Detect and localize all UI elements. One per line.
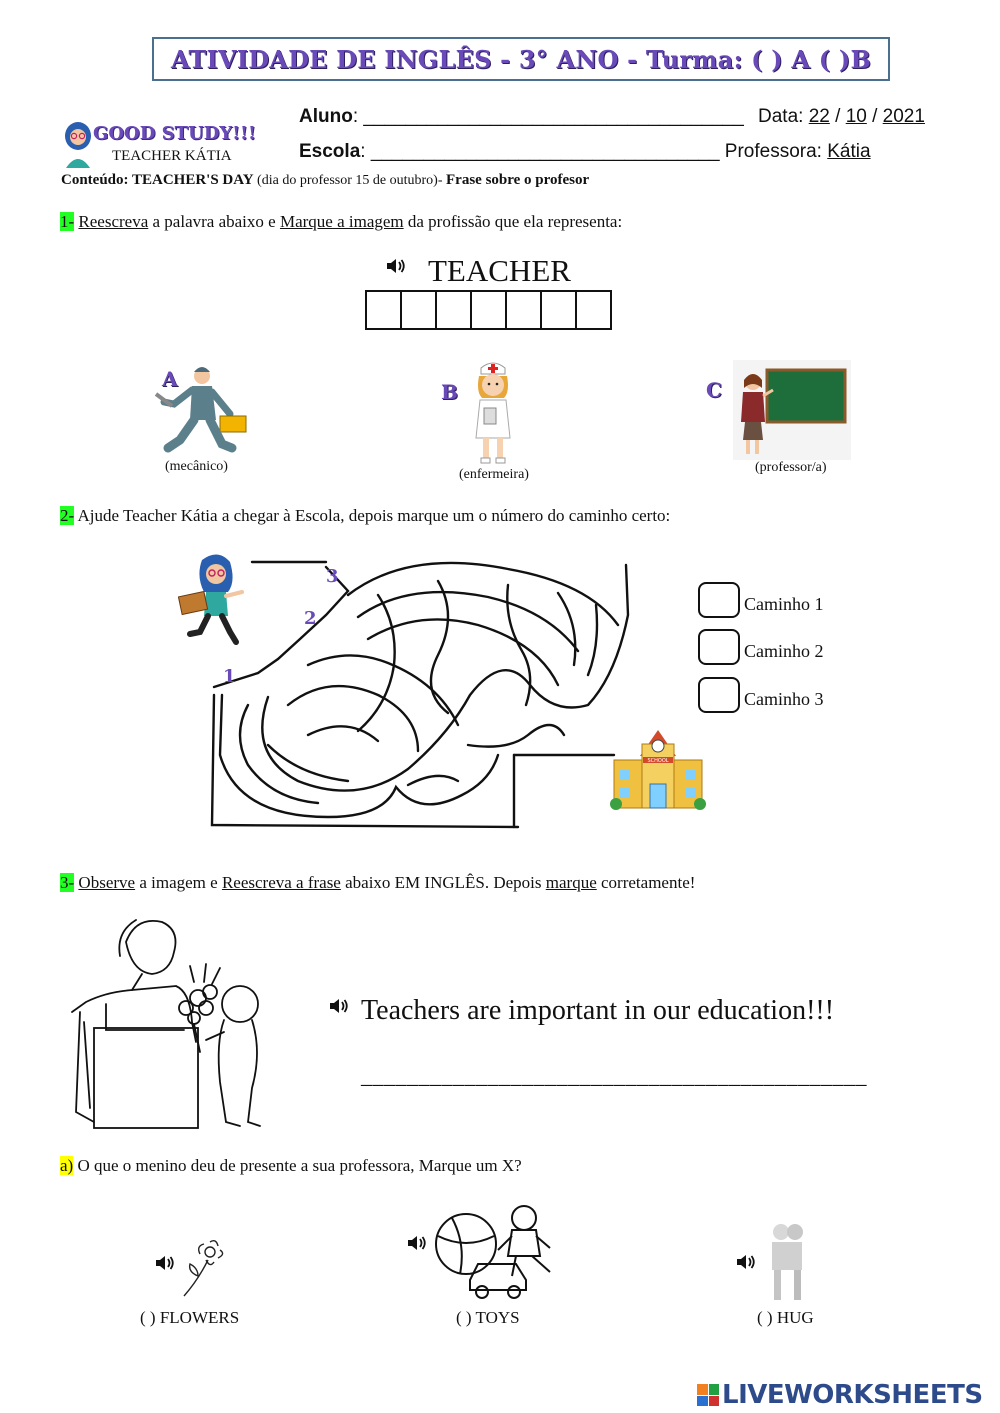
escola-row: [299, 141, 871, 163]
professora-value: Kátia: [827, 141, 871, 162]
q1-instruction: [60, 212, 622, 232]
flowers-option[interactable]: ( ) FLOWERS: [140, 1308, 240, 1327]
content-middle: (dia do professor 15 de outubro)-: [253, 173, 446, 188]
data-year: 2021: [882, 106, 925, 127]
path-2-label: Caminho 2: [744, 641, 824, 661]
footer-logo: [697, 1380, 983, 1410]
letter-boxes: [365, 290, 612, 330]
q2-number: 2-: [60, 506, 75, 525]
option-b-letter: B: [441, 380, 458, 404]
mechanic-illustration[interactable]: [150, 360, 250, 460]
q3-number: 3-: [60, 873, 75, 892]
q2-text: Ajude Teacher Kátia a chegar à Escola, depois marque um o número do caminho certo:: [74, 506, 671, 525]
maze-illustration[interactable]: [208, 555, 633, 835]
letter-box[interactable]: [470, 290, 507, 330]
data-month: 10: [845, 106, 867, 127]
school-sign: SCHOOL: [647, 758, 669, 764]
q3-text-3: corretamente!: [596, 873, 696, 892]
q3-word-3: marque: [545, 873, 597, 892]
qa-number: a): [60, 1156, 74, 1175]
toys-illustration: [432, 1200, 558, 1300]
q3-sentence: Teachers are important in our education!!!: [361, 995, 835, 1026]
q3-instruction: [60, 873, 695, 893]
school-illustration: [610, 724, 706, 814]
q3-answer-line[interactable]: ____________________________________________: [361, 1063, 867, 1088]
maze-number-2: 2: [304, 608, 317, 629]
q1-text-1: a palavra abaixo e: [148, 212, 280, 231]
option-c-caption: (professor/a): [755, 460, 827, 475]
path-3-label: Caminho 3: [744, 689, 824, 709]
content-end: Frase sobre o profesor: [446, 172, 590, 188]
q3-text-2: abaixo EM INGLÊS. Depois: [340, 873, 546, 892]
data-sep-2: /: [866, 106, 883, 127]
toys-option[interactable]: ( ) TOYS: [456, 1308, 520, 1327]
letter-box[interactable]: [505, 290, 542, 330]
path-3-checkbox[interactable]: [698, 677, 740, 713]
brand-name: GOOD STUDY!!!: [93, 123, 256, 144]
q3-word-1: Observe: [78, 873, 136, 892]
path-1-checkbox[interactable]: [698, 582, 740, 618]
q1-word-2: Marque a imagem: [279, 212, 404, 231]
flower-illustration: [176, 1234, 232, 1300]
aluno-row: [299, 106, 744, 128]
q1-number: 1-: [60, 212, 75, 231]
option-a-letter: A: [162, 367, 178, 391]
footer-brand[interactable]: LIVEWORKSHEETS: [722, 1380, 983, 1410]
nurse-illustration[interactable]: [466, 358, 520, 466]
data-label: Data:: [758, 106, 809, 127]
letter-box[interactable]: [400, 290, 437, 330]
q3-word-2: Reescreva a frase: [221, 873, 341, 892]
path-2-checkbox[interactable]: [698, 629, 740, 665]
option-c-letter: C: [706, 378, 722, 402]
data-sep-1: /: [829, 106, 846, 127]
maze-number-3: 3: [326, 566, 339, 587]
maze-number-1: 1: [223, 666, 236, 687]
letter-box[interactable]: [435, 290, 472, 330]
letter-box[interactable]: [365, 290, 402, 330]
aluno-label: Aluno: [299, 106, 353, 127]
q3-text-1: a imagem e: [135, 873, 222, 892]
title-box: [152, 37, 890, 81]
speaker-icon[interactable]: [154, 1254, 176, 1272]
teacher-board-illustration[interactable]: [733, 360, 851, 460]
brand-teacher: TEACHER KÁTIA: [112, 148, 232, 164]
brand-logo: [58, 120, 98, 168]
qa-text: O que o menino deu de presente a sua professora, Marque um X?: [73, 1156, 522, 1175]
data-day: 22: [808, 106, 830, 127]
teacher-avatar-icon: [58, 120, 98, 168]
path-1-label: Caminho 1: [744, 594, 824, 614]
data-row: [758, 106, 925, 128]
hug-option[interactable]: ( ) HUG: [757, 1308, 814, 1327]
page-title: ATIVIDADE DE INGLÊS - 3° ANO - Turma: ( ) A ( )B: [171, 44, 871, 74]
speaker-icon[interactable]: [735, 1253, 757, 1271]
letter-box[interactable]: [575, 290, 612, 330]
option-b-caption: (enfermeira): [459, 467, 529, 482]
speaker-icon[interactable]: [328, 997, 350, 1015]
content-line: [61, 172, 589, 189]
liveworksheets-badge-icon: [697, 1384, 719, 1406]
option-a-caption: (mecânico): [165, 459, 228, 474]
qa-instruction: [60, 1156, 522, 1176]
speaker-icon[interactable]: [406, 1234, 428, 1252]
speaker-icon[interactable]: [385, 257, 407, 275]
aluno-line[interactable]: : ____________________________________: [352, 106, 744, 127]
q1-word: TEACHER: [428, 253, 571, 288]
letter-box[interactable]: [540, 290, 577, 330]
q1-text-2: da profissão que ela representa:: [403, 212, 623, 231]
q2-instruction: [60, 506, 670, 526]
content-label: Conteúdo: TEACHER'S DAY: [61, 172, 254, 188]
escola-label: Escola: [299, 141, 361, 162]
professora-label: Professora:: [719, 141, 828, 162]
q1-word-1: Reescreva: [78, 212, 149, 231]
teacher-boy-illustration: [66, 912, 286, 1138]
escola-line[interactable]: : _________________________________: [360, 141, 720, 162]
hug-illustration: [766, 1220, 810, 1302]
